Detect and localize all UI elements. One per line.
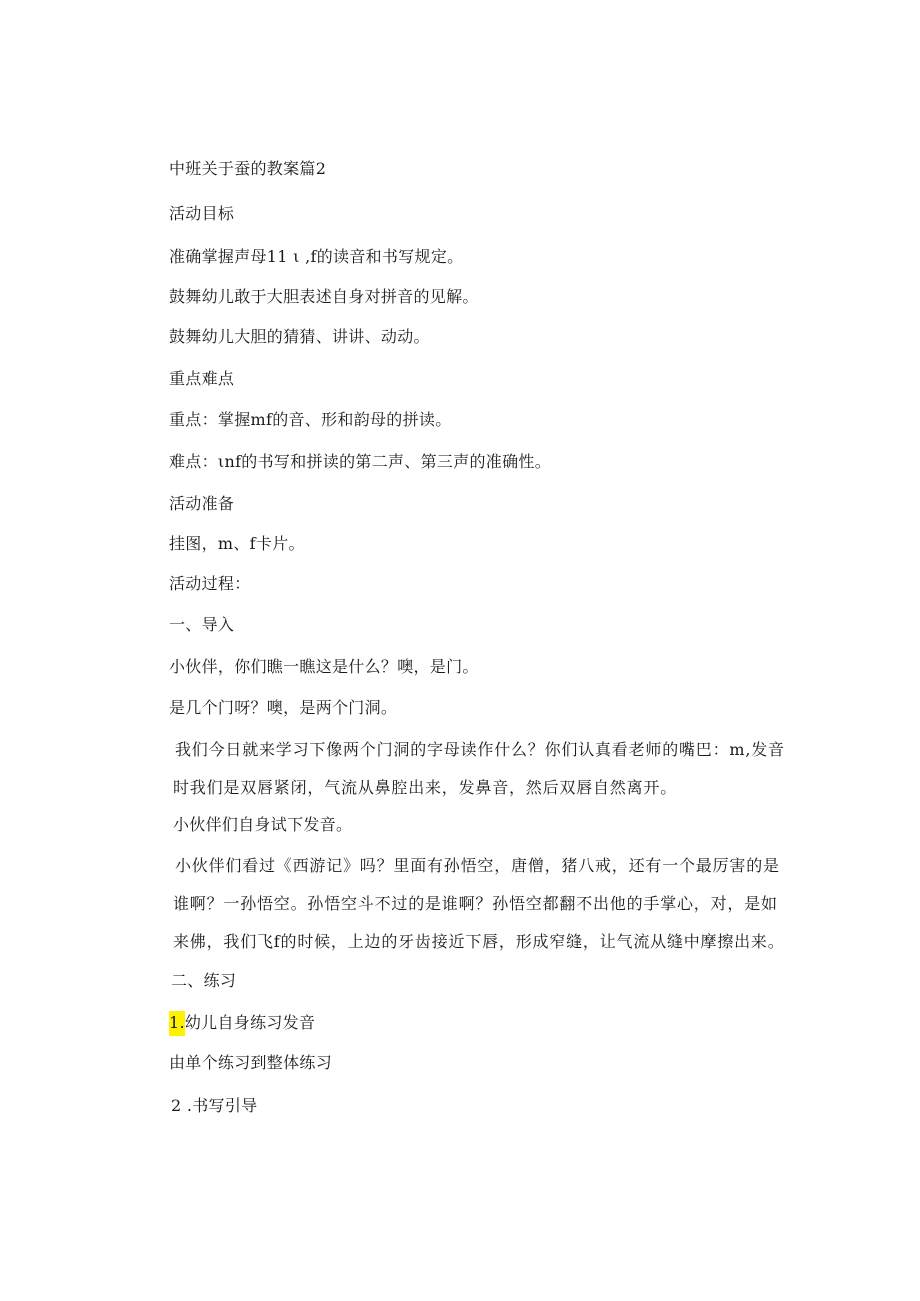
step1-heading: 一、导入 [169, 615, 235, 634]
document-title: 中班关于蚕的教案篇2 [169, 159, 327, 178]
key-point-text: 重点：掌握mf的音、形和韵母的拼读。 [169, 410, 452, 429]
goals-heading: 活动目标 [169, 204, 235, 223]
goal-item-2: 鼓舞幼儿敢于大胆表述自身对拼音的见解。 [169, 287, 479, 306]
step2-item-1-sub: 由单个练习到整体练习 [169, 1053, 333, 1072]
step2-item-1 [169, 1012, 315, 1034]
step2-item-2: 2 .书写引导 [171, 1096, 258, 1115]
preparation-items: 挂图，m、f卡片。 [169, 534, 305, 553]
difficult-point-text: 难点：ιnf的书写和拼读的第二声、第三声的准确性。 [169, 452, 552, 471]
step1-line-3: 小伙伴们自身试下发音。 [173, 815, 353, 834]
step1-paragraph-1: 我们今日就来学习下像两个门洞的字母读作什么？你们认真看老师的嘴巴：m,发音时我们是双唇紧闭，气流从鼻腔出来，发鼻音，然后双唇自然离开。 [173, 740, 785, 797]
step1-line-2: 是几个门呀？噢，是两个门洞。 [169, 698, 398, 717]
key-points-heading: 重点难点 [169, 369, 235, 388]
step2-item-1-text: 幼儿自身练习发音 [184, 1013, 316, 1032]
goal-item-3: 鼓舞幼儿大胆的猜猜、讲讲、动动。 [169, 327, 430, 346]
step2-item-1-number: 1. [169, 1011, 185, 1036]
step1-paragraph-2: 小伙伴们看过《西游记》吗？里面有孙悟空，唐僧，猪八戒，还有一个最厉害的是谁啊？一孙悟空。孙悟空斗不过的是谁啊？孙悟空都翻不出他的手掌心，对，是如来佛，我们飞f的时候，上边的牙齿接近下唇，形成窄缝，让气流从缝中摩擦出来。 [173, 856, 785, 951]
preparation-heading: 活动准备 [169, 494, 235, 513]
step1-line-1: 小伙伴，你们瞧一瞧这是什么？噢，是门。 [169, 657, 479, 676]
goal-item-1: 准确掌握声母11 ι ,f的读音和书写规定。 [169, 247, 464, 266]
step2-heading: 二、练习 [171, 971, 237, 990]
process-heading: 活动过程： [169, 574, 251, 593]
